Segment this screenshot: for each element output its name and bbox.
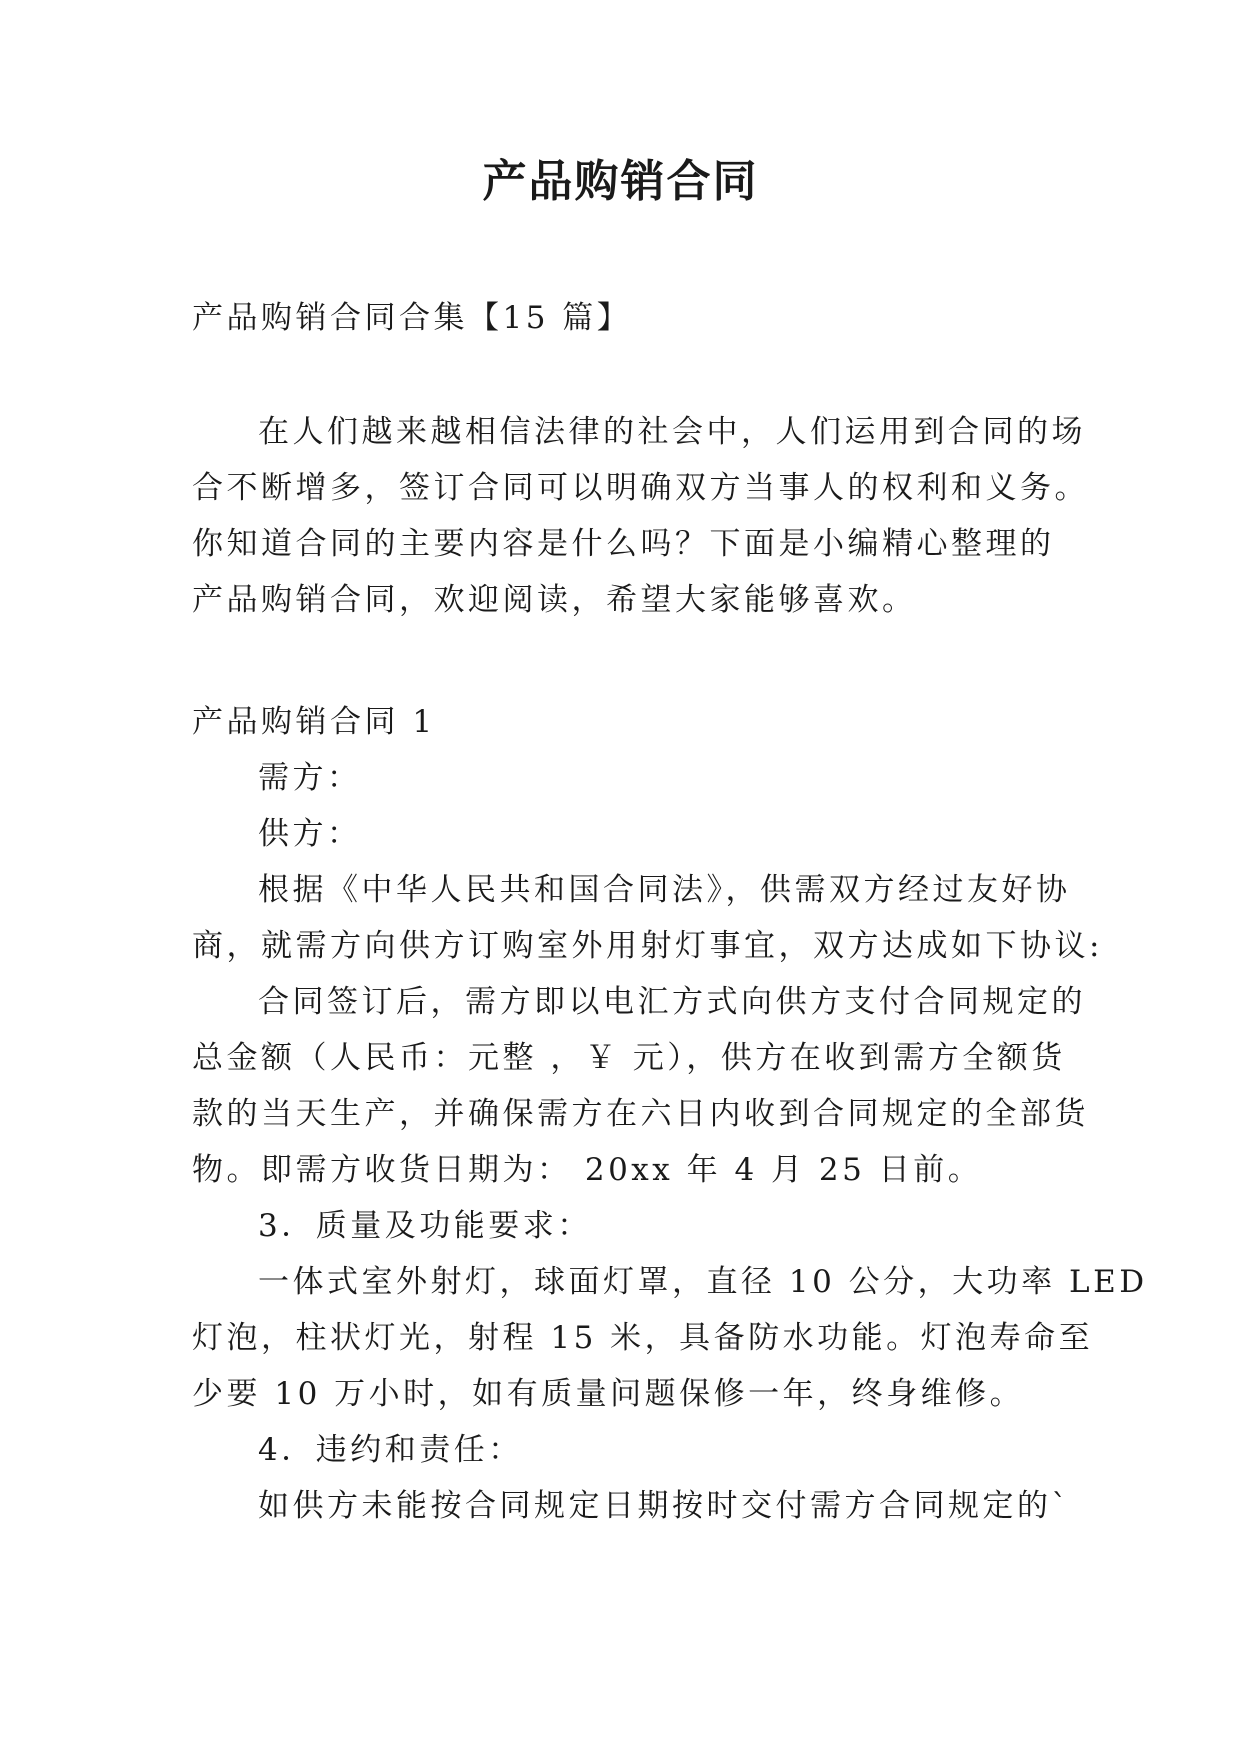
document-title: 产品购销合同: [482, 156, 759, 207]
clause-heading-quality: 3．质量及功能要求：: [258, 1208, 592, 1244]
body-line: 合同签订后，需方即以电汇方式向供方支付合同规定的: [258, 984, 1086, 1020]
body-line: 少要 10 万小时，如有质量问题保修一年，终身维修。: [192, 1376, 1025, 1412]
body-line: 一体式室外射灯，球面灯罩，直径 10 公分，大功率 LED: [258, 1264, 1148, 1300]
body-line: 商，就需方向供方订购室外用射灯事宜，双方达成如下协议:: [192, 928, 1103, 964]
body-line: 总金额（人民币：元整 ，￥ 元），供方在收到需方全额货: [192, 1040, 1066, 1076]
clause-heading-liability: 4．违约和责任：: [258, 1432, 523, 1468]
supplier-label: 供方：: [258, 816, 362, 852]
section-heading: 产品购销合同 1: [192, 704, 436, 740]
intro-line-3: 你知道合同的主要内容是什么吗？下面是小编精心整理的: [192, 526, 1055, 562]
intro-line-1: 在人们越来越相信法律的社会中，人们运用到合同的场: [258, 414, 1086, 450]
body-line: 灯泡，柱状灯光，射程 15 米，具备防水功能。灯泡寿命至: [192, 1320, 1094, 1356]
body-line: 如供方未能按合同规定日期按时交付需方合同规定的`: [258, 1488, 1071, 1524]
body-line: 根据《中华人民共和国合同法》，供需双方经过友好协: [258, 872, 1071, 908]
intro-line-2: 合不断增多，签订合同可以明确双方当事人的权利和义务。: [192, 470, 1089, 506]
buyer-label: 需方：: [258, 760, 362, 796]
body-line: 物。即需方收货日期为： 20xx 年 4 月 25 日前。: [192, 1152, 983, 1188]
body-line: 款的当天生产，并确保需方在六日内收到合同规定的全部货: [192, 1096, 1089, 1132]
collection-subtitle: 产品购销合同合集【15 篇】: [192, 300, 632, 336]
intro-line-4: 产品购销合同，欢迎阅读，希望大家能够喜欢。: [192, 582, 917, 618]
